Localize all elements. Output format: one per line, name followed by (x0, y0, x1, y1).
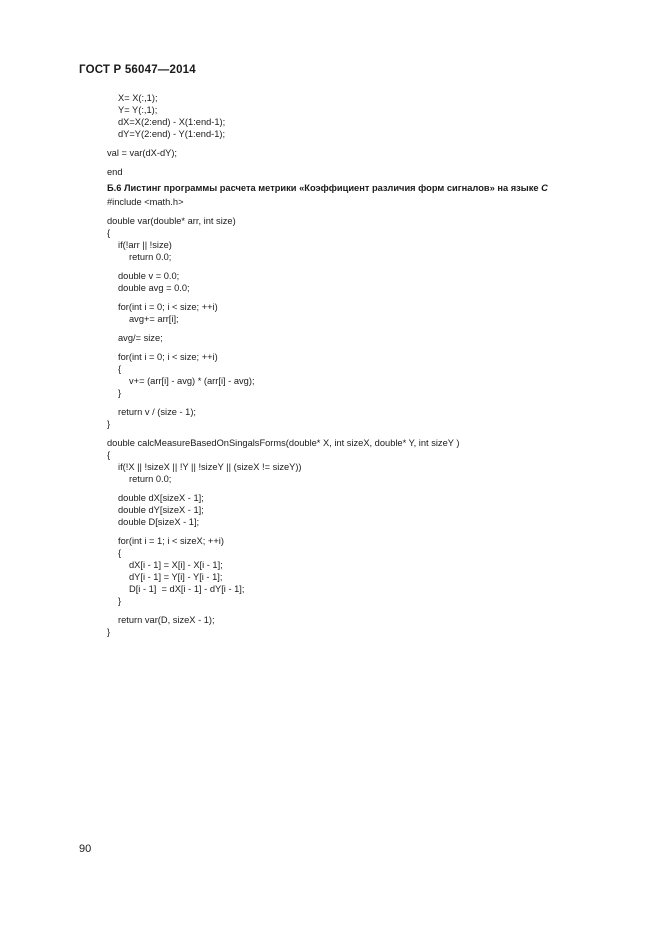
code-line: double D[sizeX - 1]; (118, 517, 200, 527)
code-line (107, 208, 459, 215)
code-line: { (107, 228, 111, 238)
code-line (107, 607, 459, 614)
code-line: return 0.0; (129, 474, 172, 484)
code-line: for(int i = 0; i < size; ++i) (118, 302, 218, 312)
code-line: double calcMeasureBasedOnSingalsForms(double* X, int sizeX, double* Y, int sizeY ) (107, 438, 460, 448)
code-line: dY=Y(2:end) - Y(1:end-1); (118, 129, 226, 139)
code-line: for(int i = 1; i < sizeX; ++i) (118, 536, 224, 546)
code-line: double avg = 0.0; (118, 283, 190, 293)
code-line: v+= (arr[i] - avg) * (arr[i] - avg); (129, 376, 255, 386)
code-line (107, 159, 225, 166)
code-line: X= X(:,1); (118, 93, 158, 103)
section-title-text: Б.6 Листинг программы расчета метрики «Коэффициент различия форм сигналов» на языке (107, 183, 542, 193)
code-line: Y= Y(:,1); (118, 105, 158, 115)
code-line: for(int i = 0; i < size; ++i) (118, 352, 218, 362)
code-line: if(!X || !sizeX || !Y || !sizeY || (sizeX != sizeY)) (118, 462, 302, 472)
code-line: double v = 0.0; (118, 271, 180, 281)
code-line: D[i - 1] = dX[i - 1] - dY[i - 1]; (129, 584, 245, 594)
code-line (107, 430, 459, 437)
section-title (107, 183, 548, 193)
document-header: ГОСТ Р 56047—2014 (79, 64, 196, 76)
code-line (107, 399, 459, 406)
code-line: double var(double* arr, int size) (107, 216, 236, 226)
code-line: return v / (size - 1); (118, 407, 197, 417)
code-line: dX[i - 1] = X[i] - X[i - 1]; (129, 560, 223, 570)
code-line: double dY[sizeX - 1]; (118, 505, 204, 515)
page-number: 90 (79, 843, 92, 855)
code-line (107, 140, 225, 147)
code-line: end (107, 167, 123, 177)
code-line (107, 528, 459, 535)
code-line: avg/= size; (118, 333, 163, 343)
code-line: #include <math.h> (107, 197, 184, 207)
code-line (107, 263, 459, 270)
code-line: dX=X(2:end) - X(1:end-1); (118, 117, 226, 127)
code-line: return 0.0; (129, 252, 172, 262)
code-line: { (118, 548, 122, 558)
code-line: { (107, 450, 111, 460)
code-line: return var(D, sizeX - 1); (118, 615, 215, 625)
code-line: } (107, 627, 111, 637)
code-line (107, 485, 459, 492)
code-line: if(!arr || !size) (118, 240, 172, 250)
code-line (107, 325, 459, 332)
section-title-language: C (541, 183, 548, 193)
code-listing-main (107, 196, 459, 638)
code-line: avg+= arr[i]; (129, 314, 179, 324)
code-line (107, 344, 459, 351)
code-line: } (118, 388, 122, 398)
code-line: double dX[sizeX - 1]; (118, 493, 204, 503)
code-line: dY[i - 1] = Y[i] - Y[i - 1]; (129, 572, 223, 582)
code-line (107, 294, 459, 301)
code-listing-top (107, 92, 225, 178)
code-line: } (118, 596, 122, 606)
code-line: val = var(dX-dY); (107, 148, 178, 158)
code-line: } (107, 419, 111, 429)
code-line: { (118, 364, 122, 374)
